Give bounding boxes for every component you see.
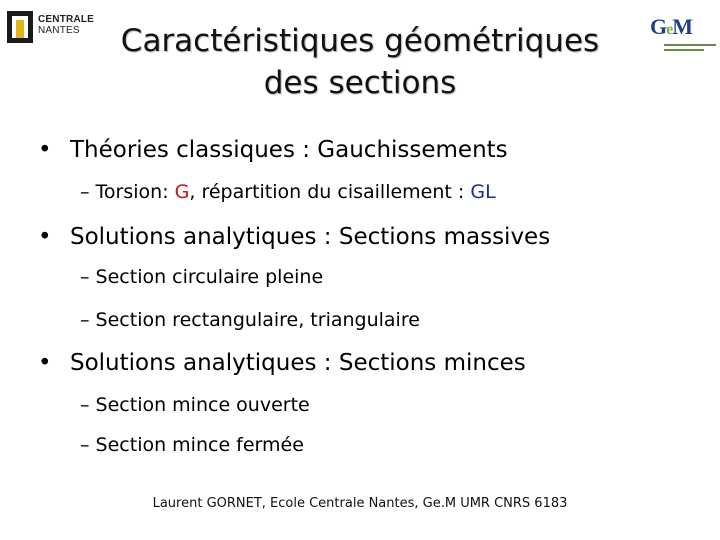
bullet-2 xyxy=(38,222,550,252)
sub-text-gl: GL xyxy=(470,181,496,203)
title-line-1: Caractéristiques géométriques xyxy=(120,23,600,59)
sub-dash: – xyxy=(80,394,90,416)
sub-dash: – xyxy=(80,181,90,203)
sub-text: Section mince ouverte xyxy=(95,394,310,416)
bullet-1-marker: • xyxy=(38,137,52,163)
bullet-1-sub-1 xyxy=(80,179,496,205)
bullet-1-text: Théories classiques : Gauchissements xyxy=(70,137,508,163)
bullet-3-marker: • xyxy=(38,350,52,376)
bullet-2-text: Solutions analytiques : Sections massives xyxy=(70,224,551,250)
centrale-mark-icon xyxy=(6,10,34,44)
gem-logo-m: M xyxy=(672,14,692,39)
gem-logo-g: G xyxy=(650,14,667,39)
sub-dash: – xyxy=(80,266,90,288)
bullet-3-sub-2 xyxy=(80,432,304,458)
sub-text-pre: Torsion: xyxy=(95,181,175,203)
bullet-1 xyxy=(38,135,508,165)
sub-text: Section rectangulaire, triangulaire xyxy=(95,309,420,331)
sub-dash: – xyxy=(80,434,90,456)
gem-logo-tagline-lines xyxy=(664,44,716,54)
logo-line-1: CENTRALE xyxy=(38,14,95,25)
bullet-2-sub-1 xyxy=(80,264,323,290)
sub-text-mid: , répartition du cisaillement : xyxy=(189,181,471,203)
title-line-2: des sections xyxy=(263,65,457,101)
sub-text-g: G xyxy=(174,181,190,203)
bullet-2-sub-2 xyxy=(80,307,420,333)
sub-text: Section circulaire pleine xyxy=(95,266,324,288)
bullet-2-marker: • xyxy=(38,224,52,250)
gem-logo-e: e xyxy=(666,21,673,38)
logo-line-2: NANTES xyxy=(38,25,80,36)
bullet-3-sub-1 xyxy=(80,392,310,418)
sub-dash: – xyxy=(80,309,90,331)
bullet-3 xyxy=(38,348,526,378)
slide-footer: Laurent GORNET, Ecole Centrale Nantes, Ge.M UMR CNRS 6183 xyxy=(152,496,568,511)
sub-text: Section mince fermée xyxy=(95,434,304,456)
bullet-3-text: Solutions analytiques : Sections minces xyxy=(70,350,526,376)
slide-title xyxy=(60,20,660,104)
